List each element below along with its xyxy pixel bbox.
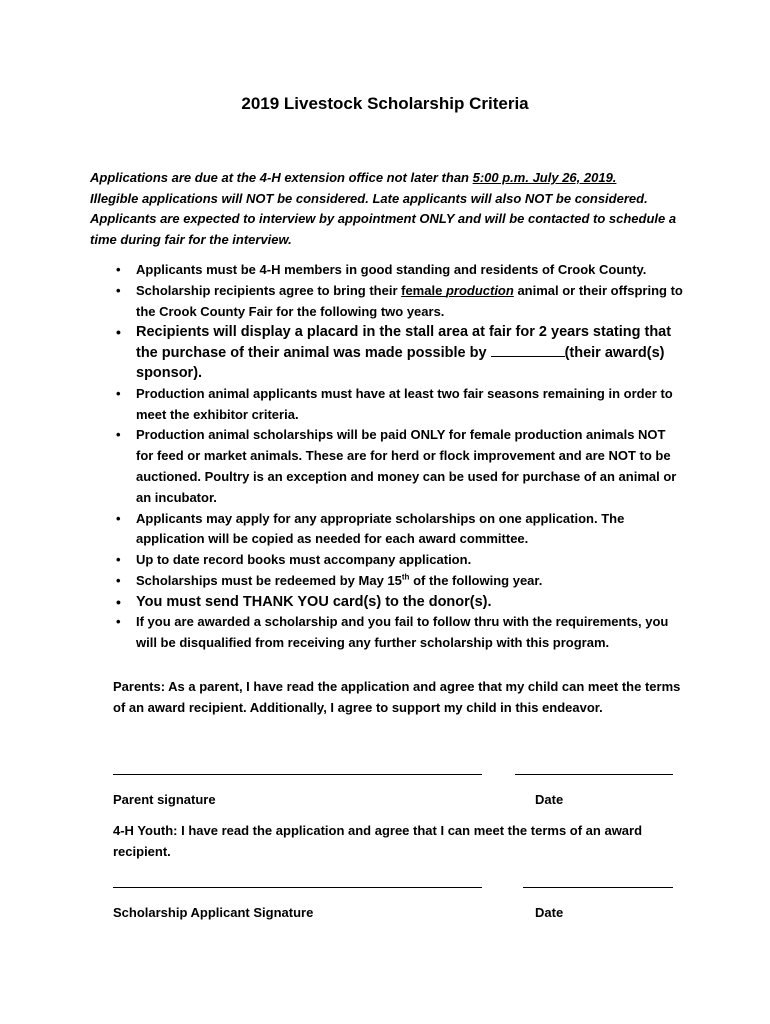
parent-signature-line[interactable] [113,774,482,775]
criteria-item-redeem-date: • Scholarships must be redeemed by May 15th of the following year. [136,571,686,592]
criteria-item-female-only: • Production animal scholarships will be paid ONLY for female production animals NOT for feed or market animals. These are for herd or flock improvement and are NOT to be auctioned. Poultry is an exception and money can be used for purchase of an animal or an incubator. [136,425,686,508]
female-production-text: female production [401,282,514,298]
applicant-date-line[interactable] [523,887,673,888]
criteria-item-record-books: • Up to date record books must accompany application. [136,550,686,571]
criteria-item-bring-animal: • Scholarship recipients agree to bring their female production animal or their offspring to the Crook County Fair for the following two years. [136,281,686,323]
applicant-date-label: Date [535,905,564,920]
criteria-item-fair-seasons: • Production animal applicants must have at least two fair seasons remaining in order to meet the exhibitor criteria. [136,384,686,426]
criteria-item-membership: • Applicants must be 4-H members in good standing and residents of Crook County. [136,260,686,281]
intro-paragraph [90,168,690,250]
intro-illegible-line: Illegible applications will NOT be considered. Late applicants will also NOT be considered. [90,190,648,206]
intro-interview-line: Applicants are expected to interview by appointment ONLY and will be contacted to schedule a time during fair for the interview. [90,211,677,247]
parents-statement: Parents: As a parent, I have read the application and agree that my child can meet the terms of an award recipient. Additionally, I agree to support my child in this endeavor. [113,679,681,715]
applicant-signature-label: Scholarship Applicant Signature [113,905,314,920]
applicant-signature-line[interactable] [113,887,482,888]
parent-date-label: Date [535,792,564,807]
criteria-item-one-application: • Applicants may apply for any appropriate scholarships on one application. The application will be copied as needed for each award committee. [136,509,686,551]
criteria-item-disqualified: • If you are awarded a scholarship and you fail to follow thru with the requirements, you will be disqualified from receiving any further scholarship with this program. [136,612,686,654]
page-title: 2019 Livestock Scholarship Criteria [241,94,529,113]
criteria-item-placard: • Recipients will display a placard in the stall area at fair for 2 years stating that the purchase of their animal was made possible by (their award(s) sponsor). [136,322,686,384]
intro-deadline-line: Applications are due at the 4-H extension office not later than 5:00 p.m. July 26, 2019. [90,170,617,185]
criteria-list [136,260,686,654]
criteria-item-thank-you: • You must send THANK YOU card(s) to the donor(s). [136,592,686,613]
sponsor-blank [491,344,565,357]
parent-date-line[interactable] [515,774,673,775]
deadline-text: 5:00 p.m. July 26, 2019. [472,170,617,185]
parent-signature-label: Parent signature [113,792,216,807]
youth-statement: 4-H Youth: I have read the application and agree that I can meet the terms of an award recipient. [113,823,643,859]
